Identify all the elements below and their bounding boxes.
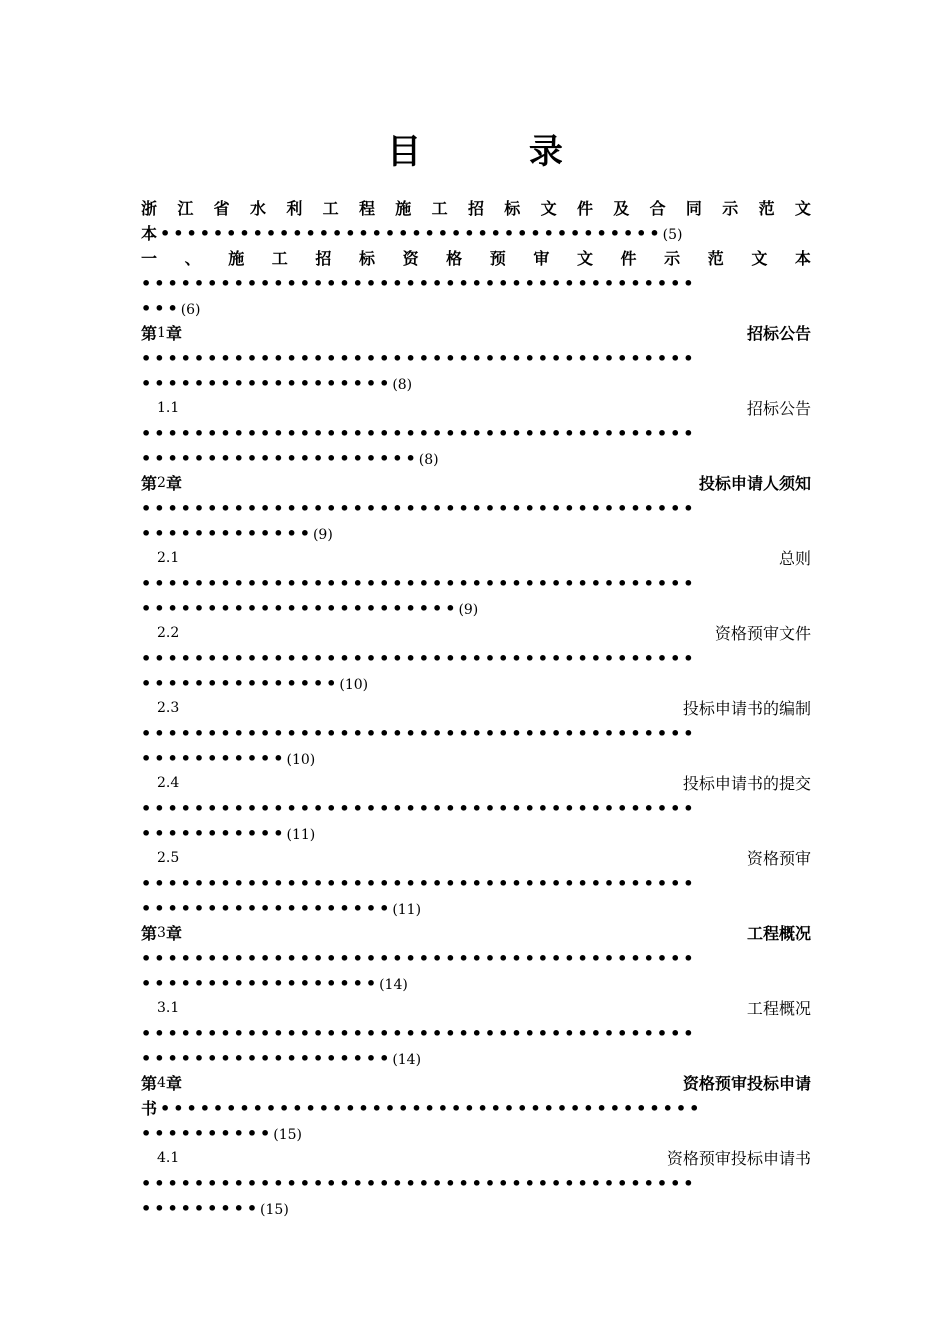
toc-entry-heading — [141, 196, 811, 221]
leader-dots — [141, 596, 811, 621]
toc-heading-char: 标 — [762, 399, 779, 418]
dot-leader: •••••••••••••••••••••••••••••••••••••••••• — [141, 949, 697, 968]
toc-heading-char: 资 — [714, 624, 731, 643]
toc-heading-char: 示 — [722, 199, 739, 218]
toc-heading-char: 的 — [762, 774, 779, 793]
dot-leader: •••••••••••••••••••••••••••••••••••••••••• — [141, 424, 697, 443]
toc-heading-char: 4 — [157, 1075, 166, 1091]
leader-dots — [141, 421, 811, 446]
toc-heading-char: 资 — [666, 1149, 683, 1168]
page-title: 目 录 — [387, 132, 611, 172]
toc-heading-char: 标 — [698, 774, 715, 793]
dot-leader: ••••••••••• — [141, 749, 287, 768]
toc-heading-char: 招 — [467, 199, 484, 218]
toc-heading-char: 制 — [795, 699, 812, 718]
toc-heading-char: 工 — [322, 199, 339, 218]
dot-leader: •••••••••••••••••••••••••••••••••••••••••• — [141, 874, 697, 893]
leader-dots — [141, 896, 811, 921]
toc-heading-char: 请 — [730, 699, 747, 718]
dot-leader: ••••••••••••••••••••• — [141, 449, 419, 468]
page-number: (8) — [392, 377, 413, 393]
spacer — [406, 396, 520, 421]
leader-dots — [141, 571, 811, 596]
dot-leader: •••••••••••••••••••••••••••••••••••••••••• — [141, 649, 697, 668]
toc-heading-char: 一 — [141, 249, 158, 268]
toc-entry-heading — [141, 396, 811, 421]
toc-heading-char: 投 — [746, 1074, 763, 1093]
toc-entry-heading — [141, 546, 811, 571]
toc-heading-char: 格 — [762, 849, 779, 868]
toc-heading-char: 3.1 — [157, 1000, 180, 1016]
toc-heading-char: 2.2 — [157, 625, 180, 641]
spacer — [182, 921, 323, 946]
spacer — [406, 996, 520, 1021]
toc-entry-heading — [141, 471, 811, 496]
spacer — [406, 846, 520, 871]
toc-heading-char: 格 — [698, 1074, 715, 1093]
toc-heading-char: 告 — [795, 324, 812, 343]
spacer — [182, 321, 323, 346]
toc-heading-char: 及 — [613, 199, 630, 218]
toc-heading-char: 申 — [762, 1149, 779, 1168]
toc-heading-char: 预 — [714, 1074, 731, 1093]
toc-heading-char: 投 — [682, 699, 699, 718]
dot-leader: •••••••••••••••••••••••••••••••••••••••••• — [141, 349, 697, 368]
toc-heading-char: 编 — [778, 699, 795, 718]
toc-heading-char: 预 — [746, 624, 763, 643]
toc-heading-char: 招 — [315, 249, 332, 268]
toc-heading-char: 本 — [794, 249, 811, 268]
toc-heading-char: 申 — [714, 774, 731, 793]
toc-heading-char: 况 — [795, 924, 812, 943]
dot-leader: •••••••••••••••••••••••••••••••••••••••••• — [141, 499, 697, 518]
leader-dots — [141, 871, 811, 896]
dot-leader: •••••••••••••••••• — [141, 974, 380, 993]
toc-entry-heading — [141, 921, 811, 946]
toc-heading-char: 请 — [778, 1149, 795, 1168]
toc-heading-char: 申 — [778, 1074, 795, 1093]
toc-heading-char: 文 — [751, 249, 768, 268]
spacer — [629, 546, 704, 571]
page-number: (5) — [662, 227, 683, 243]
leader-dots — [141, 1021, 811, 1046]
toc-heading-char: 标 — [714, 474, 731, 493]
spacer — [606, 921, 747, 946]
toc-entry[interactable] — [141, 246, 811, 321]
dot-leader: ••••••••••••••••••••••••••••••••••••••••• — [160, 1099, 703, 1118]
toc-heading-char: 章 — [165, 474, 182, 493]
toc-heading-char: 投 — [730, 1149, 747, 1168]
toc-heading-char: 格 — [730, 624, 747, 643]
toc-heading-char: 第 — [141, 474, 158, 493]
leader-dots — [141, 521, 811, 546]
page-number: (6) — [180, 302, 201, 318]
toc-heading-char: 人 — [762, 474, 779, 493]
spacer — [182, 1071, 432, 1096]
toc-heading-char: 请 — [730, 774, 747, 793]
dot-leader: •••••••••••••••••••••••••••••••••••••••••• — [141, 799, 697, 818]
toc-entry-heading — [141, 996, 811, 1021]
toc-heading-char: 件 — [794, 624, 811, 643]
spacer — [464, 921, 605, 946]
toc-heading-char: 的 — [762, 699, 779, 718]
toc-heading-char: 文 — [540, 199, 557, 218]
dot-leader: ••••••••••••••• — [141, 674, 340, 693]
toc-heading-char: 范 — [758, 199, 775, 218]
spacer — [440, 471, 698, 496]
spacer — [179, 546, 254, 571]
toc-entry[interactable] — [141, 1071, 811, 1146]
toc-heading-char: 件 — [620, 249, 637, 268]
leader-dots — [141, 971, 811, 996]
toc-heading-char: 2.1 — [157, 550, 180, 566]
toc-heading-char: 总 — [779, 549, 796, 568]
toc-heading-char: 知 — [794, 474, 811, 493]
toc-entry[interactable] — [141, 771, 811, 846]
toc-heading-char: 文 — [576, 249, 593, 268]
toc-heading-char: 标 — [504, 199, 521, 218]
toc-heading-char: 标 — [746, 1149, 763, 1168]
dot-leader: •••••••••••••••••••••••••••••••••••••••••• — [141, 274, 697, 293]
toc-heading-char: 审 — [794, 849, 811, 868]
toc-entry[interactable] — [141, 546, 811, 621]
toc-entry[interactable] — [141, 471, 811, 546]
spacer — [254, 546, 329, 571]
toc-heading-char: 第 — [141, 924, 158, 943]
toc-heading-char: 标 — [698, 699, 715, 718]
toc-heading-char: 省 — [213, 199, 230, 218]
spacer — [464, 321, 605, 346]
toc-heading-char: 投 — [682, 774, 699, 793]
toc-heading-char: 格 — [682, 1149, 699, 1168]
spacer — [431, 696, 683, 721]
toc-heading-char: 1.1 — [157, 400, 180, 416]
toc-heading-char: 程 — [762, 999, 779, 1018]
toc-heading-char: 第 — [141, 1074, 158, 1093]
leader-dots — [141, 796, 811, 821]
toc-heading-char: 工 — [431, 199, 448, 218]
toc-heading-char: 工 — [746, 999, 763, 1018]
toc-heading-char: 第 — [141, 324, 158, 343]
spacer — [431, 771, 683, 796]
toc-entry-heading — [141, 846, 811, 871]
toc-heading-char: 资 — [402, 249, 419, 268]
toc-heading-char: 章 — [165, 1074, 182, 1093]
spacer — [293, 996, 407, 1021]
table-of-contents — [141, 196, 811, 1221]
dot-leader: ••• — [141, 299, 181, 318]
toc-heading-char: 程 — [762, 924, 779, 943]
leader-dots — [141, 1171, 811, 1196]
spacer — [323, 321, 464, 346]
toc-heading-char: 资 — [682, 1074, 699, 1093]
toc-heading-char: 审 — [533, 249, 550, 268]
toc-entry[interactable] — [141, 196, 811, 246]
spacer — [520, 396, 634, 421]
toc-entry-heading — [141, 696, 811, 721]
page-number: (10) — [286, 752, 316, 768]
toc-heading-char: 资 — [746, 849, 763, 868]
spacer — [179, 1146, 423, 1171]
toc-heading-char: 公 — [778, 324, 795, 343]
spacer — [329, 546, 404, 571]
leader-dots — [141, 221, 811, 246]
toc-heading-char: 示 — [664, 249, 681, 268]
spacer — [293, 846, 407, 871]
toc-heading-char: 预 — [778, 849, 795, 868]
toc-heading-char: 章 — [165, 924, 182, 943]
spacer — [179, 696, 431, 721]
spacer — [704, 546, 779, 571]
spacer — [179, 621, 358, 646]
toc-heading-char: 申 — [730, 474, 747, 493]
toc-heading-char: 水 — [249, 199, 266, 218]
toc-heading-char: 审 — [730, 1074, 747, 1093]
spacer — [179, 996, 293, 1021]
toc-entry-heading — [141, 1146, 811, 1171]
toc-heading-char: 标 — [762, 324, 779, 343]
dot-leader: ••••••••••• — [141, 824, 287, 843]
leader-dots — [141, 296, 811, 321]
toc-entry[interactable] — [141, 696, 811, 771]
toc-heading-char: 程 — [358, 199, 375, 218]
toc-heading-char: 则 — [795, 549, 812, 568]
toc-heading-char: 施 — [395, 199, 412, 218]
spacer — [536, 621, 715, 646]
toc-heading-char: 合 — [649, 199, 666, 218]
toc-entry[interactable] — [141, 396, 811, 471]
toc-heading-char: 请 — [795, 1074, 812, 1093]
spacer — [358, 621, 537, 646]
toc-heading-char: 1 — [157, 325, 166, 341]
toc-heading-char: 格 — [446, 249, 463, 268]
toc-entry[interactable] — [141, 321, 811, 396]
dot-leader: ••••••••••••••••••• — [141, 899, 393, 918]
spacer — [520, 846, 634, 871]
toc-entry-heading — [141, 246, 811, 271]
toc-heading-char: 文 — [778, 624, 795, 643]
toc-heading-char: 章 — [165, 324, 182, 343]
toc-wrap-char: 本 — [141, 224, 161, 243]
spacer — [479, 546, 554, 571]
leader-dots — [141, 446, 811, 471]
leader-dots — [141, 496, 811, 521]
toc-heading-char: 文 — [794, 199, 811, 218]
leader-dots — [141, 671, 811, 696]
dot-leader: •••••••••••••••••••••••••••••••••••••• — [160, 224, 663, 243]
page-number: (14) — [392, 1052, 422, 1068]
spacer — [633, 846, 747, 871]
toc-heading-char: 概 — [778, 999, 795, 1018]
page-number: (15) — [273, 1127, 303, 1143]
toc-entry-heading — [141, 771, 811, 796]
spacer — [520, 996, 634, 1021]
dot-leader: •••••••••••••••••••••••••••••••••••••••••• — [141, 724, 697, 743]
page-number: (11) — [392, 902, 422, 918]
page-number: (14) — [379, 977, 408, 993]
spacer — [633, 996, 747, 1021]
toc-entry[interactable] — [141, 996, 811, 1071]
page-number: (11) — [286, 827, 316, 843]
dot-leader: •••••••••••••••••••••••••••••••••••••••••• — [141, 1174, 697, 1193]
leader-dots — [141, 346, 811, 371]
spacer — [423, 1146, 667, 1171]
spacer — [179, 771, 431, 796]
spacer — [633, 396, 747, 421]
leader-dots — [141, 1096, 811, 1121]
leader-dots — [141, 646, 811, 671]
leader-dots — [141, 1121, 811, 1146]
toc-heading-char: 浙 — [141, 199, 158, 218]
page-number: (9) — [312, 527, 333, 543]
toc-heading-char: 书 — [794, 1149, 811, 1168]
toc-heading-char: 招 — [746, 324, 763, 343]
toc-heading-char: 2.3 — [157, 700, 180, 716]
toc-heading-char: 施 — [228, 249, 245, 268]
page-number: (8) — [418, 452, 439, 468]
spacer — [432, 1071, 682, 1096]
toc-heading-char: 审 — [762, 624, 779, 643]
toc-entry-heading — [141, 621, 811, 646]
toc-entry[interactable] — [141, 846, 811, 921]
spacer — [606, 321, 747, 346]
spacer — [179, 396, 293, 421]
leader-dots — [141, 721, 811, 746]
leader-dots — [141, 1196, 811, 1221]
leader-dots — [141, 746, 811, 771]
toc-heading-char: 预 — [698, 1149, 715, 1168]
toc-heading-char: 2.4 — [157, 775, 180, 791]
toc-heading-char: 书 — [746, 774, 763, 793]
dot-leader: •••••••••••••••••••••••••••••••••••••••••• — [141, 574, 697, 593]
leader-dots — [141, 271, 811, 296]
spacer — [182, 471, 440, 496]
spacer — [554, 546, 629, 571]
toc-heading-char: 公 — [778, 399, 795, 418]
toc-heading-char: 请 — [746, 474, 763, 493]
page-number: (9) — [458, 602, 479, 618]
toc-entry-heading — [141, 321, 811, 346]
toc-heading-char: 须 — [778, 474, 795, 493]
spacer — [404, 546, 479, 571]
toc-heading-char: 件 — [576, 199, 593, 218]
toc-heading-char: 2.5 — [157, 850, 180, 866]
toc-wrap-char: 书 — [141, 1099, 161, 1118]
toc-heading-char: 利 — [286, 199, 303, 218]
toc-heading-char: 概 — [778, 924, 795, 943]
toc-heading-char: 招 — [746, 399, 763, 418]
dot-leader: ••••••••• — [141, 1199, 261, 1218]
toc-heading-char: 告 — [794, 399, 811, 418]
toc-heading-char: 范 — [707, 249, 724, 268]
toc-heading-char: 工 — [271, 249, 288, 268]
dot-leader: •••••••••••••••••••••••• — [141, 599, 459, 618]
toc-entry[interactable] — [141, 621, 811, 696]
toc-entry[interactable] — [141, 921, 811, 996]
toc-heading-char: 4.1 — [157, 1150, 180, 1166]
toc-heading-char: 标 — [358, 249, 375, 268]
toc-heading-char: 审 — [714, 1149, 731, 1168]
toc-heading-char: 申 — [714, 699, 731, 718]
spacer — [179, 846, 293, 871]
toc-heading-char: 同 — [685, 199, 702, 218]
toc-heading-char: 江 — [177, 199, 194, 218]
toc-heading-char: 工 — [746, 924, 763, 943]
toc-heading-char: 交 — [795, 774, 812, 793]
toc-heading-char: 标 — [762, 1074, 779, 1093]
page-number: (10) — [339, 677, 369, 693]
toc-heading-char: 2 — [157, 475, 166, 491]
spacer — [293, 396, 407, 421]
dot-leader: •••••••••• — [141, 1124, 274, 1143]
dot-leader: ••••••••••••••••••• — [141, 374, 393, 393]
dot-leader: •••••••••••••••••••••••••••••••••••••••••• — [141, 1024, 697, 1043]
toc-heading-char: 预 — [489, 249, 506, 268]
toc-entry-heading — [141, 1071, 811, 1096]
dot-leader: ••••••••••••••••••• — [141, 1049, 393, 1068]
toc-heading-char: 投 — [698, 474, 715, 493]
dot-leader: ••••••••••••• — [141, 524, 313, 543]
leader-dots — [141, 821, 811, 846]
toc-heading-char: 提 — [778, 774, 795, 793]
leader-dots — [141, 946, 811, 971]
toc-heading-char: 书 — [746, 699, 763, 718]
toc-heading-char: 3 — [157, 925, 166, 941]
toc-heading-char: 况 — [794, 999, 811, 1018]
page-number: (15) — [260, 1202, 289, 1218]
toc-entry[interactable] — [141, 1146, 811, 1221]
leader-dots — [141, 371, 811, 396]
toc-heading-char: 、 — [184, 249, 201, 268]
spacer — [323, 921, 464, 946]
leader-dots — [141, 1046, 811, 1071]
